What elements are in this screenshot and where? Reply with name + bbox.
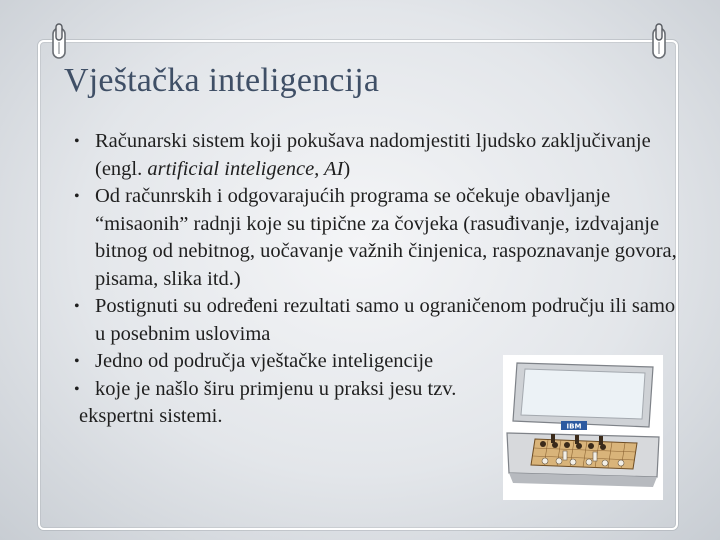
slide-title: Vještačka inteligencija	[64, 62, 380, 99]
bullet-text: Računarski sistem koji pokušava nadomjestiti ljudsko zaključivanje (engl. artificial inteligence, AI)	[95, 130, 651, 180]
bullet-text: Postignuti su određeni rezultati samo u ograničenom području ili samo u posebnim uslovima	[95, 295, 676, 345]
binder-clip-right-icon	[650, 22, 668, 62]
bullet-item	[74, 183, 686, 293]
bullet-text: Jedno od područja vještačke inteligencije	[95, 350, 434, 372]
svg-text:IBM: IBM	[566, 422, 582, 431]
bullet-dot-icon: •	[74, 298, 80, 315]
binder-clip-left-icon	[50, 22, 68, 62]
bullet-dot-icon: •	[74, 188, 80, 205]
continuation-text: ekspertni sistemi.	[79, 405, 223, 427]
chess-laptop-icon	[503, 355, 663, 500]
bullet-text: Od računrskih i odgovarajućih programa se očekuje obavljanje “misaonih” radnji koje su tipične za čovjeka (rasuđivanje, izdvajanje bitnog od nebitnog, uočavanje važnih činjenica, raspoznavanje govora, pisama, slika itd.)	[95, 185, 677, 290]
bullet-dot-icon: •	[74, 353, 80, 370]
bullet-dot-icon: •	[74, 133, 80, 150]
bullet-dot-icon: •	[74, 380, 80, 398]
bullet-item	[74, 128, 686, 183]
bullet-item	[74, 293, 686, 348]
bullet-text: koje je našlo širu primjenu u praksi jesu tzv.	[95, 377, 457, 400]
